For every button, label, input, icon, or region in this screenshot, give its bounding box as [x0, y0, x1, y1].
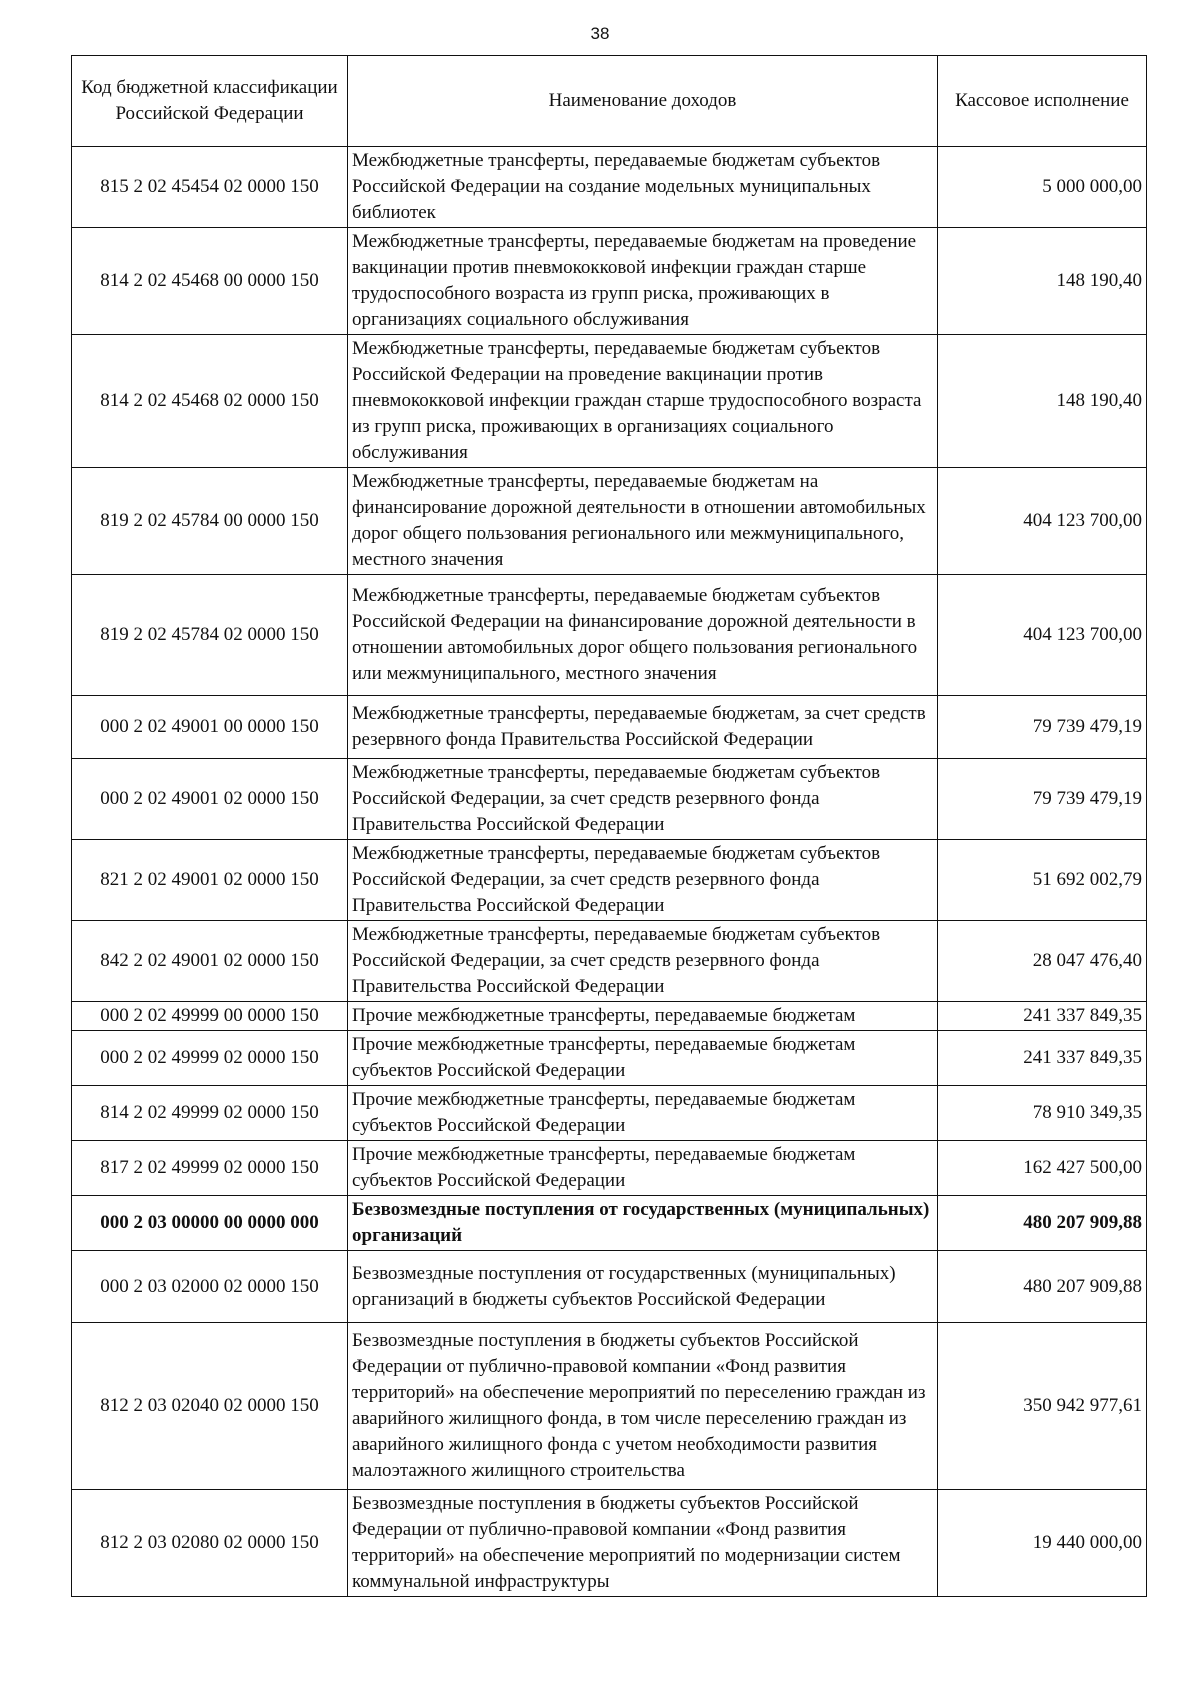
amount-cell: 79 739 479,19	[938, 696, 1147, 759]
budget-revenue-table	[71, 55, 1147, 1597]
code-cell: 000 2 03 02000 02 0000 150	[72, 1251, 348, 1323]
code-cell: 000 2 02 49001 00 0000 150	[72, 696, 348, 759]
amount-cell: 148 190,40	[938, 228, 1147, 335]
table-row	[72, 759, 1147, 840]
code-cell: 814 2 02 49999 02 0000 150	[72, 1086, 348, 1141]
table-row	[72, 1002, 1147, 1031]
name-cell: Прочие межбюджетные трансферты, передаваемые бюджетам субъектов Российской Федерации	[348, 1086, 938, 1141]
table-row	[72, 1251, 1147, 1323]
name-cell: Межбюджетные трансферты, передаваемые бюджетам, за счет средств резервного фонда Правительства Российской Федерации	[348, 696, 938, 759]
table-row	[72, 1141, 1147, 1196]
table-row	[72, 1031, 1147, 1086]
amount-cell: 28 047 476,40	[938, 921, 1147, 1002]
table-row	[72, 1323, 1147, 1490]
code-cell: 812 2 03 02040 02 0000 150	[72, 1323, 348, 1490]
name-cell: Безвозмездные поступления от государственных (муниципальных) организаций	[348, 1196, 938, 1251]
code-cell: 819 2 02 45784 02 0000 150	[72, 575, 348, 696]
amount-cell: 350 942 977,61	[938, 1323, 1147, 1490]
code-cell: 814 2 02 45468 00 0000 150	[72, 228, 348, 335]
amount-cell: 78 910 349,35	[938, 1086, 1147, 1141]
amount-cell: 51 692 002,79	[938, 840, 1147, 921]
name-cell: Межбюджетные трансферты, передаваемые бюджетам субъектов Российской Федерации, за счет средств резервного фонда Правительства Российской Федерации	[348, 840, 938, 921]
code-cell: 000 2 02 49001 02 0000 150	[72, 759, 348, 840]
name-cell: Межбюджетные трансферты, передаваемые бюджетам субъектов Российской Федерации, за счет средств резервного фонда Правительства Российской Федерации	[348, 921, 938, 1002]
name-cell: Прочие межбюджетные трансферты, передаваемые бюджетам субъектов Российской Федерации	[348, 1031, 938, 1086]
amount-cell: 241 337 849,35	[938, 1031, 1147, 1086]
amount-cell: 480 207 909,88	[938, 1196, 1147, 1251]
code-cell: 812 2 03 02080 02 0000 150	[72, 1490, 348, 1597]
name-cell: Межбюджетные трансферты, передаваемые бюджетам на проведение вакцинации против пневмококковой инфекции граждан старше трудоспособного возраста из групп риска, проживающих в организациях социального обслуживания	[348, 228, 938, 335]
amount-cell: 404 123 700,00	[938, 468, 1147, 575]
page-number: 38	[590, 24, 610, 43]
name-cell: Прочие межбюджетные трансферты, передаваемые бюджетам	[348, 1002, 938, 1031]
code-cell: 819 2 02 45784 00 0000 150	[72, 468, 348, 575]
table-row	[72, 1196, 1147, 1251]
amount-cell: 404 123 700,00	[938, 575, 1147, 696]
name-cell: Безвозмездные поступления в бюджеты субъектов Российской Федерации от публично-правовой компании «Фонд развития территорий» на обеспечение мероприятий по переселению граждан из аварийного жилищного фонда, в том числе переселению граждан из аварийного жилищного фонда с учетом необходимости развития малоэтажного жилищного строительства	[348, 1323, 938, 1490]
table-row	[72, 1490, 1147, 1597]
name-cell: Безвозмездные поступления от государственных (муниципальных) организаций в бюджеты субъектов Российской Федерации	[348, 1251, 938, 1323]
code-cell: 842 2 02 49001 02 0000 150	[72, 921, 348, 1002]
name-cell: Прочие межбюджетные трансферты, передаваемые бюджетам субъектов Российской Федерации	[348, 1141, 938, 1196]
name-cell: Межбюджетные трансферты, передаваемые бюджетам субъектов Российской Федерации на проведение вакцинации против пневмококковой инфекции граждан старше трудоспособного возраста из групп риска, проживающих в организациях социального обслуживания	[348, 335, 938, 468]
amount-cell: 148 190,40	[938, 335, 1147, 468]
table-row	[72, 335, 1147, 468]
table-row	[72, 840, 1147, 921]
code-cell: 814 2 02 45468 02 0000 150	[72, 335, 348, 468]
table-row	[72, 696, 1147, 759]
header-name: Наименование доходов	[348, 56, 938, 147]
name-cell: Межбюджетные трансферты, передаваемые бюджетам субъектов Российской Федерации на создание модельных муниципальных библиотек	[348, 147, 938, 228]
table-row	[72, 575, 1147, 696]
code-cell: 000 2 03 00000 00 0000 000	[72, 1196, 348, 1251]
table-row	[72, 147, 1147, 228]
amount-cell: 19 440 000,00	[938, 1490, 1147, 1597]
table-row	[72, 921, 1147, 1002]
amount-cell: 79 739 479,19	[938, 759, 1147, 840]
code-cell: 815 2 02 45454 02 0000 150	[72, 147, 348, 228]
amount-cell: 162 427 500,00	[938, 1141, 1147, 1196]
table-header-row	[72, 56, 1147, 147]
code-cell: 821 2 02 49001 02 0000 150	[72, 840, 348, 921]
name-cell: Межбюджетные трансферты, передаваемые бюджетам на финансирование дорожной деятельности в отношении автомобильных дорог общего пользования регионального или межмуниципального, местного значения	[348, 468, 938, 575]
header-code: Код бюджетной классификации Российской Федерации	[72, 56, 348, 147]
amount-cell: 5 000 000,00	[938, 147, 1147, 228]
name-cell: Межбюджетные трансферты, передаваемые бюджетам субъектов Российской Федерации на финансирование дорожной деятельности в отношении автомобильных дорог общего пользования регионального или межмуниципального, местного значения	[348, 575, 938, 696]
table-body	[72, 147, 1147, 1597]
code-cell: 000 2 02 49999 02 0000 150	[72, 1031, 348, 1086]
table-row	[72, 468, 1147, 575]
amount-cell: 480 207 909,88	[938, 1251, 1147, 1323]
code-cell: 000 2 02 49999 00 0000 150	[72, 1002, 348, 1031]
header-amount: Кассовое исполнение	[938, 56, 1147, 147]
code-cell: 817 2 02 49999 02 0000 150	[72, 1141, 348, 1196]
name-cell: Межбюджетные трансферты, передаваемые бюджетам субъектов Российской Федерации, за счет средств резервного фонда Правительства Российской Федерации	[348, 759, 938, 840]
table-row	[72, 228, 1147, 335]
name-cell: Безвозмездные поступления в бюджеты субъектов Российской Федерации от публично-правовой компании «Фонд развития территорий» на обеспечение мероприятий по модернизации систем коммунальной инфраструктуры	[348, 1490, 938, 1597]
amount-cell: 241 337 849,35	[938, 1002, 1147, 1031]
table-row	[72, 1086, 1147, 1141]
